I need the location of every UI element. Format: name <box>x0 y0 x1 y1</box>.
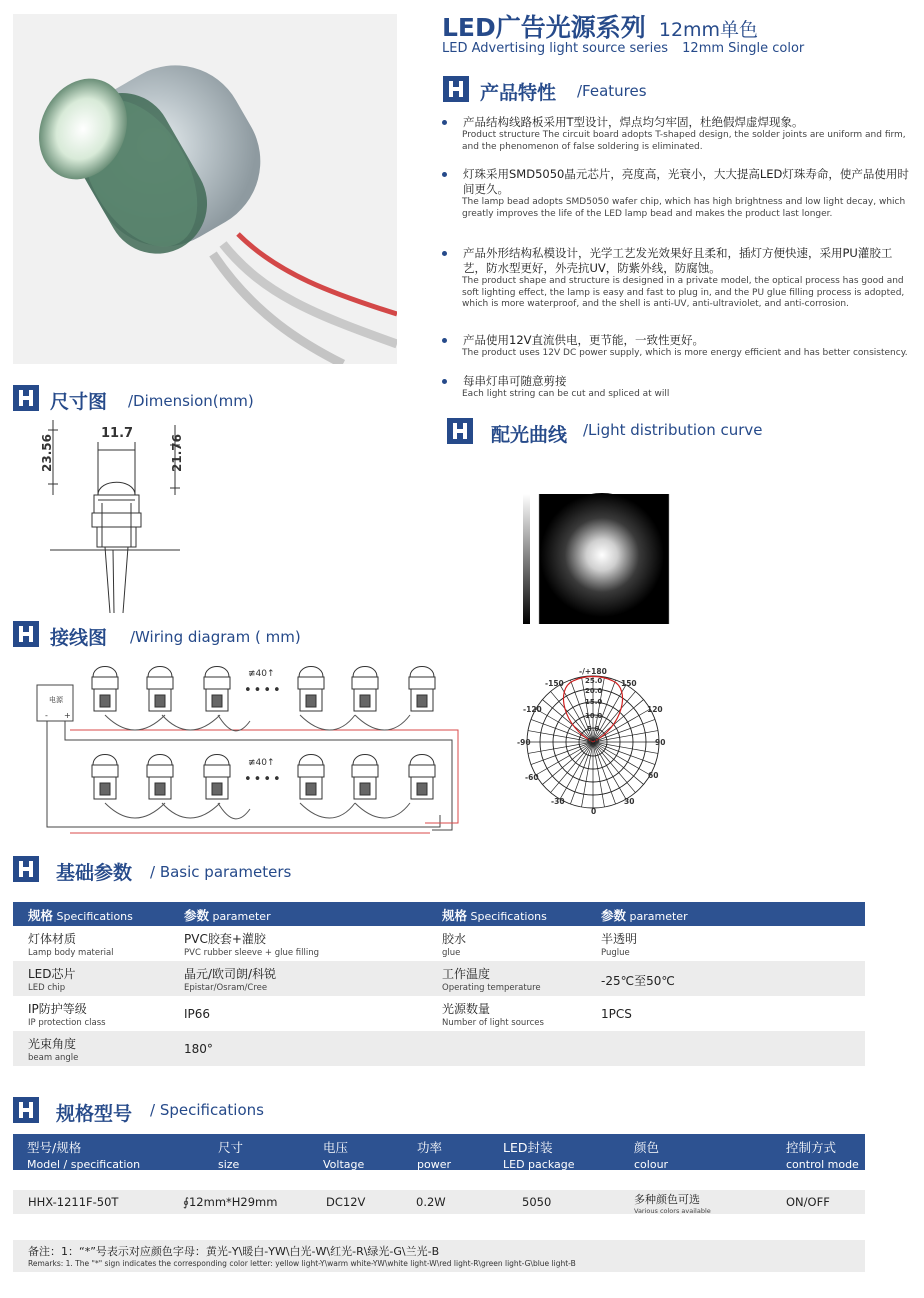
feature-item: 产品使用12V直流供电，更节能，一致性更好。 The product uses 12V DC power supply, which is more energy efficient and has better consistency. <box>442 333 912 360</box>
led-module-icon <box>298 667 324 712</box>
led-module-icon <box>409 755 435 800</box>
led-module-icon <box>352 667 378 712</box>
led-module-icon <box>92 667 118 712</box>
table-row: 光束角度 beam angle 180° <box>13 1031 865 1066</box>
remarks-cn: 备注：1：“*”号表示对应颜色字母：黄光-Y\暖白-YW\白光-W\红光-R\绿光-G\兰光-B <box>28 1245 440 1258</box>
dim-label-right: 21.76 <box>169 434 184 472</box>
led-module-icon <box>147 667 173 712</box>
ellipsis-dots: •••• <box>244 683 283 698</box>
feature-item: 产品外形结构私模设计，光学工艺发光效果好且柔和，插灯方便快速，采用PU灌胶工艺，防水型更好，外壳抗UV，防紫外线，防腐蚀。 The product shape and structure is designed in a private model, the optical process has good and soft lighting effect, the lamp is easy and fast to plug in, and the PU glue filling process is adopted, which is more waterproof, and the shell is anti-UV, anti-ultraviolet, and anti-corrosion. <box>442 246 912 311</box>
polar-ring-label: 0.0 <box>587 737 600 745</box>
led-module-icon <box>92 755 118 800</box>
polar-angle-label: 0 <box>591 807 597 816</box>
basic-params-table <box>13 902 865 1066</box>
ellipsis-dots: •••• <box>244 772 283 787</box>
h-logo-icon <box>13 1097 39 1123</box>
led-module-icon <box>147 755 173 800</box>
polar-ring-label: 25.0 <box>585 677 603 685</box>
remarks-en: Remarks: 1. The "*" sign indicates the corresponding color letter: yellow light-Y\warm white-YW\white light-W\red light-R\green light-G\blue light-B <box>28 1259 576 1268</box>
led-module-icon <box>298 755 324 800</box>
table-header: 规格 Specifications 参数 parameter 规格 Specifications 参数 parameter <box>13 902 865 926</box>
polar-ring-label: 20.0 <box>585 687 603 695</box>
bullet-icon <box>442 172 447 177</box>
h-logo-icon <box>13 385 39 411</box>
polar-angle-label: -150 <box>545 679 564 688</box>
spacing-label: ≢40↑ <box>248 758 275 768</box>
polar-angle-label: 30 <box>624 797 635 806</box>
polar-angle-label: -60 <box>525 773 539 782</box>
power-minus-label: - <box>45 711 48 720</box>
specs-title: 规格型号 <box>56 1103 133 1125</box>
specs-table <box>13 1134 865 1215</box>
light-title: 配光曲线 <box>491 424 568 446</box>
dim-label-left: 23.56 <box>39 434 54 472</box>
page-subtitle <box>442 41 804 56</box>
polar-ring-label: 5.0 <box>587 725 600 733</box>
polar-angle-label: -90 <box>517 738 531 747</box>
features-title: 产品特性 <box>480 82 557 104</box>
led-module-icon <box>409 667 435 712</box>
power-plus-label: + <box>64 711 71 720</box>
bullet-icon <box>442 338 447 343</box>
wiring-diagram <box>30 655 460 840</box>
bullet-icon <box>442 379 447 384</box>
wiring-title: 接线图 <box>50 627 108 649</box>
specs-title-en: / Specifications <box>150 1101 264 1119</box>
table-row: HHX-1211F-50T ∮12mm*H29mm DC12V 0.2W 5050 多种颜色可选 Various colors available ON/OFF <box>13 1190 865 1214</box>
table-row: IP防护等级 IP protection class IP66 光源数量 Number of light sources 1PCS <box>28 1002 632 1028</box>
power-box-label: 电源 <box>49 696 63 704</box>
polar-ring-label: 15.0 <box>585 698 603 706</box>
polar-angle-label: 60 <box>648 771 659 780</box>
title-suffix-cn: 12mm单色 <box>658 19 759 41</box>
bullet-icon <box>442 251 447 256</box>
page-title <box>442 8 758 44</box>
feature-item: 每串灯串可随意剪接 Each light string can be cut and spliced at will <box>442 374 912 401</box>
polar-angle-label: -30 <box>551 797 565 806</box>
dim-label-top: 11.7 <box>101 426 134 441</box>
polar-angle-label: -/+180 <box>579 667 607 676</box>
feature-item: 产品结构线路板采用T型设计，焊点均匀牢固，杜绝假焊虚焊现象。 Product structure The circuit board adopts T-shaped design, the solder joints are uniform and firm, and the phenomenon of false soldering is eliminated. <box>442 115 912 153</box>
title-en: LED Advertising light source series <box>442 41 669 56</box>
dimension-title: 尺寸图 <box>50 391 108 413</box>
polar-ring-label: 10.0 <box>585 712 603 720</box>
spacing-label: ≢40↑ <box>248 669 275 679</box>
led-module-icon <box>204 755 230 800</box>
h-logo-icon <box>447 418 473 444</box>
h-logo-icon <box>13 856 39 882</box>
dimension-title-en: /Dimension(mm) <box>128 392 254 410</box>
led-module-icon <box>204 667 230 712</box>
title-suffix-en: 12mm Single color <box>682 41 805 56</box>
polar-chart <box>515 667 665 817</box>
h-logo-icon <box>13 621 39 647</box>
table-row: LED芯片 LED chip 晶元/欧司朗/科锐 Epistar/Osram/Cree 工作温度 Operating temperature -25℃至50℃ <box>13 961 865 996</box>
basic-title-en: / Basic parameters <box>150 863 292 881</box>
remarks <box>13 1240 865 1272</box>
polar-angle-label: 150 <box>621 679 637 688</box>
h-logo-icon <box>443 76 469 102</box>
polar-angle-label: 90 <box>655 738 666 747</box>
table-header: 型号/规格 Model / specification 尺寸 size 电压 Voltage 功率 power LED封装 LED package 颜色 colour 控制方式 control mode <box>13 1134 865 1170</box>
light-intensity-map <box>515 490 675 625</box>
feature-item: 灯珠采用SMD5050晶元芯片，亮度高，光衰小，大大提高LED灯珠寿命，使产品使用时间更久。 The lamp bead adopts SMD5050 wafer chip, which has high brightness and low light decay, which greatly improves the life of the LED lamp bead and makes the product last longer. <box>442 167 912 220</box>
polar-angle-label: 120 <box>647 705 663 714</box>
wiring-title-en: /Wiring diagram ( mm) <box>130 628 301 646</box>
table-row: 灯体材质 Lamp body material PVC胶套+灌胶 PVC rubber sleeve + glue filling 胶水 glue 半透明 Puglue <box>28 932 638 958</box>
bullet-icon <box>442 120 447 125</box>
basic-title: 基础参数 <box>56 862 133 884</box>
product-photo <box>13 14 397 364</box>
polar-angle-label: -120 <box>523 705 542 714</box>
light-title-en: /Light distribution curve <box>583 421 763 439</box>
led-module-icon <box>352 755 378 800</box>
features-title-en: /Features <box>577 82 647 100</box>
title-cn: LED广告光源系列 <box>442 13 646 42</box>
dimension-drawing <box>40 420 190 615</box>
